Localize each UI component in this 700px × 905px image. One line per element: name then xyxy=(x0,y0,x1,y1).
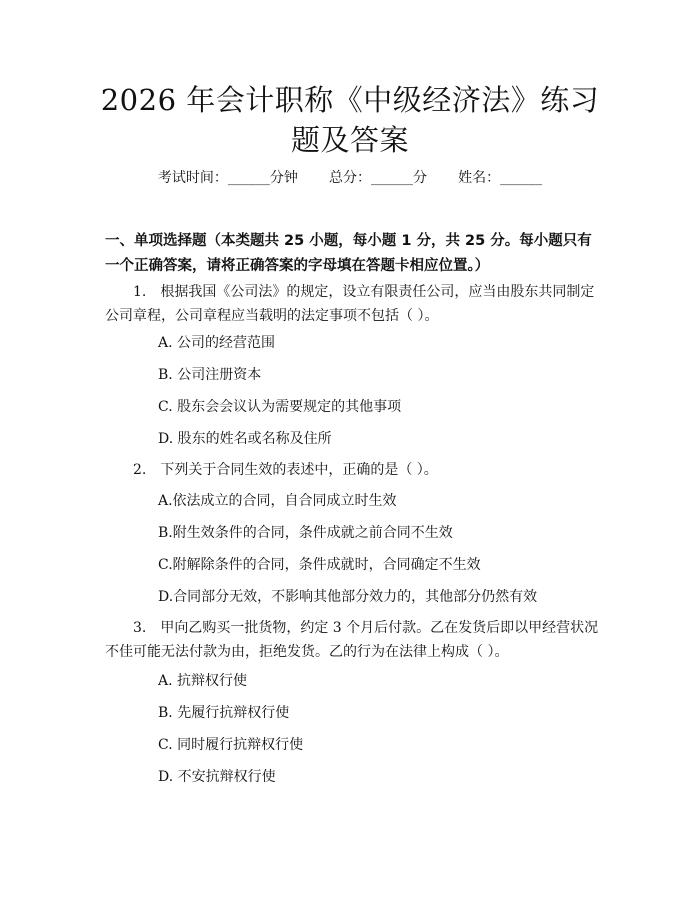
name-field: 姓名：______ xyxy=(458,170,543,186)
question-text: 甲向乙购买一批货物，约定 3 个月后付款。乙在发货后即以甲经营状况不佳可能无法付款为由，拒绝发货。乙的行为在法律上构成（ ）。 xyxy=(105,620,599,660)
question-text: 根据我国《公司法》的规定，设立有限责任公司，应当由股东共同制定公司章程，公司章程应当载明的法定事项不包括（ ）。 xyxy=(105,284,595,324)
total-score-field: 总分：______分 xyxy=(329,170,427,186)
question-1-stem xyxy=(105,280,600,328)
question-3-option-b: B. 先履行抗辩权行使 xyxy=(158,705,290,721)
document-title: 2026 年会计职称《中级经济法》练习题及答案 xyxy=(100,83,600,157)
question-2-option-a: A.依法成立的合同，自合同成立时生效 xyxy=(158,493,397,509)
exam-time-field: 考试时间：______分钟 xyxy=(157,170,298,186)
question-3-option-a: A. 抗辩权行使 xyxy=(158,673,248,689)
question-1-option-d: D. 股东的姓名或名称及住所 xyxy=(158,431,332,447)
question-3-option-c: C. 同时履行抗辩权行使 xyxy=(158,737,304,753)
question-1-option-a: A. 公司的经营范围 xyxy=(158,335,276,351)
question-2-option-b: B.附生效条件的合同，条件成就之前合同不生效 xyxy=(158,525,453,541)
exam-info-line xyxy=(0,168,700,188)
question-1-option-c: C. 股东会会议认为需要规定的其他事项 xyxy=(158,399,402,415)
question-3-stem xyxy=(105,616,600,664)
question-1-option-b: B. 公司注册资本 xyxy=(158,367,262,383)
question-2-option-d: D.合同部分无效，不影响其他部分效力的，其他部分仍然有效 xyxy=(158,589,538,605)
section-heading: 一、单项选择题（本类题共 25 小题，每小题 1 分，共 25 分。每小题只有一个正确答案，请将正确答案的字母填在答题卡相应位置。） xyxy=(105,233,592,274)
question-number: 1. xyxy=(133,284,147,300)
question-number: 2. xyxy=(133,462,147,478)
question-text: 下列关于合同生效的表述中，正确的是（ ）。 xyxy=(160,462,438,478)
question-2-option-c: C.附解除条件的合同，条件成就时，合同确定不生效 xyxy=(158,557,481,573)
question-number: 3. xyxy=(133,620,147,636)
question-2-stem xyxy=(105,458,600,482)
question-3-option-d: D. 不安抗辩权行使 xyxy=(158,769,276,785)
